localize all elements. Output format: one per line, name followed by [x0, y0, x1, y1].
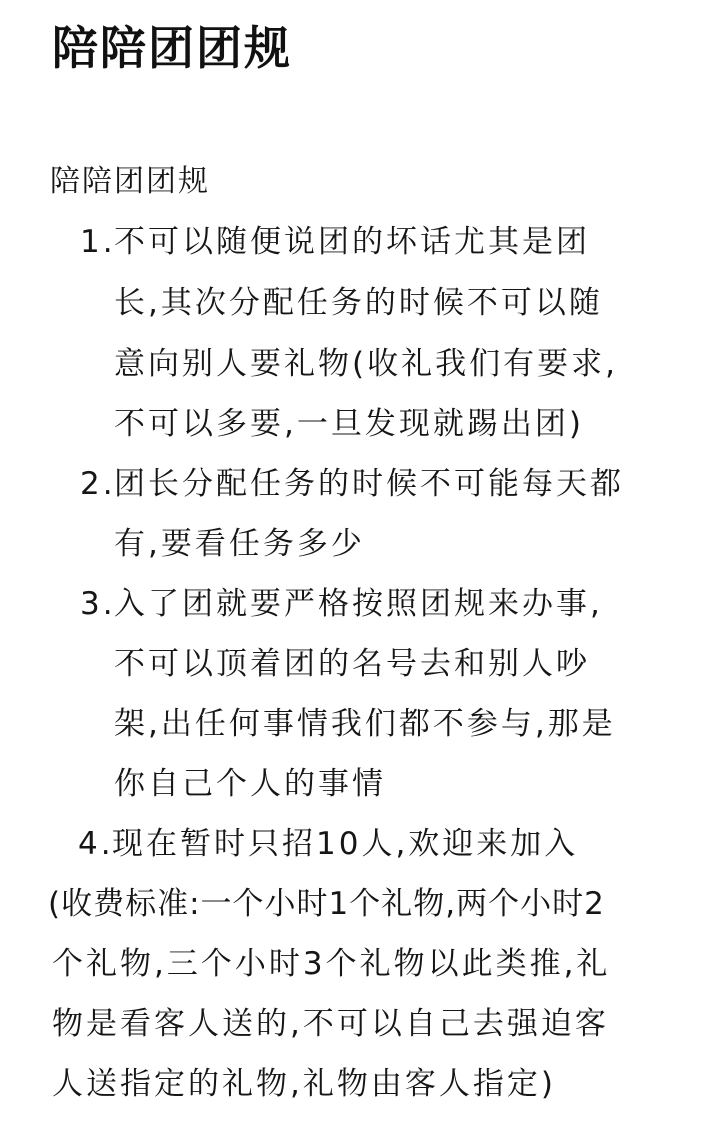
rule-2-line-2: 有,要看任务多少 [114, 526, 365, 562]
rule-3-line-2: 不可以顶着团的名号去和别人吵 [114, 646, 590, 682]
rule-2-number: 2. [80, 466, 116, 502]
fee-standard-line-3: 物是看客人送的,不可以自己去强迫客 [52, 1006, 609, 1042]
rule-1-number: 1. [80, 224, 116, 260]
rule-2-line-1 [80, 464, 624, 504]
rule-3-line-1 [80, 584, 603, 624]
section-heading: 陪陪团团规 [50, 164, 210, 199]
rule-4-text-1: 现在暂时只招10人,欢迎来加入 [112, 826, 579, 862]
rule-3-line-3: 架,出任何事情我们都不参与,那是 [114, 706, 616, 742]
rule-1-line-4: 不可以多要,一旦发现就踢出团) [114, 406, 584, 442]
fee-standard-line-2: 个礼物,三个小时3个礼物以此类推,礼 [52, 946, 611, 982]
rule-3-line-4: 你自己个人的事情 [114, 766, 386, 802]
rule-4-number: 4. [78, 826, 114, 862]
fee-standard-line-1: (收费标准:一个小时1个礼物,两个小时2 [48, 886, 605, 922]
rule-4-line-1 [78, 824, 578, 864]
rule-1-line-2: 长,其次分配任务的时候不可以随 [114, 285, 603, 321]
rule-1-text-1: 不可以随便说团的坏话尤其是团 [114, 224, 590, 260]
rule-2-text-1: 团长分配任务的时候不可能每天都 [114, 466, 624, 502]
rule-1-line-3: 意向别人要礼物(收礼我们有要求, [114, 346, 618, 382]
rule-3-number: 3. [80, 586, 116, 622]
fee-standard-line-4: 人送指定的礼物,礼物由客人指定) [52, 1066, 556, 1102]
page-title: 陪陪团团规 [52, 21, 292, 75]
rule-1-line-1 [80, 222, 590, 262]
rule-3-text-1: 入了团就要严格按照团规来办事, [114, 586, 603, 622]
